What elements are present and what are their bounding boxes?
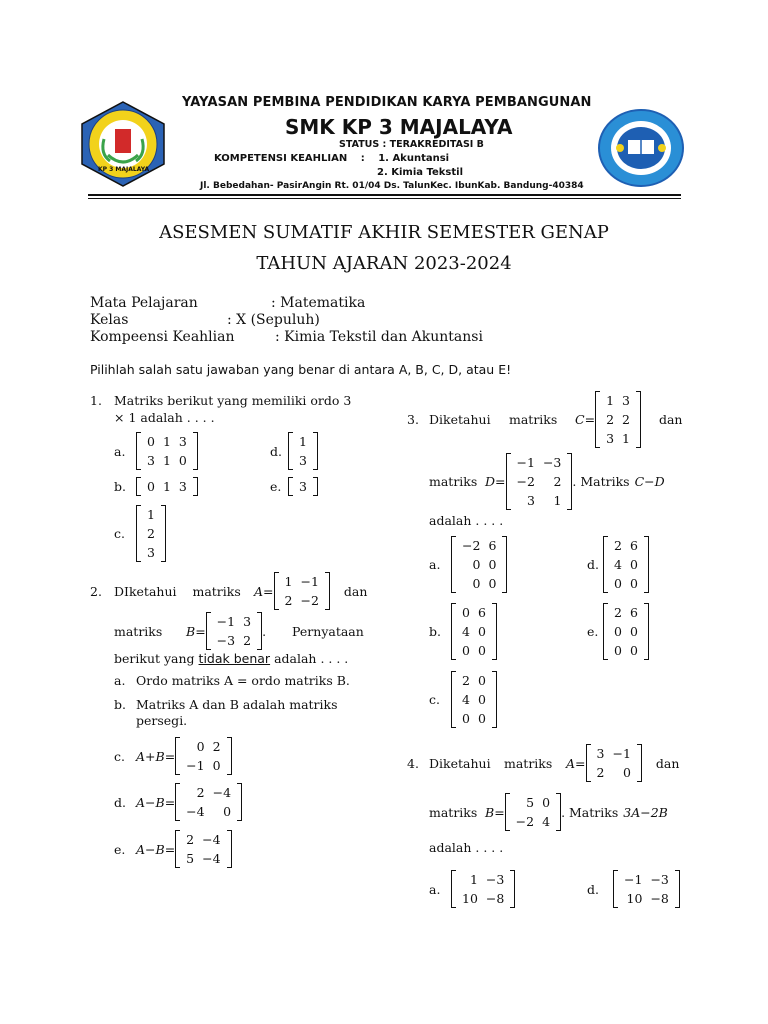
matrix-cell: −4: [186, 804, 205, 819]
matrix-cell: 1: [553, 493, 562, 508]
matrix-bracket-right: [325, 572, 330, 610]
q1-option-e[interactable]: e. 3: [270, 477, 318, 496]
matrix-cell: 0: [629, 576, 638, 591]
matrix-cell: 0: [462, 605, 470, 620]
class-value: : X (Sepuluh): [227, 312, 320, 328]
competency-value-info: : Kimia Tekstil dan Akuntansi: [275, 329, 483, 345]
matrix-cell: 3: [178, 479, 187, 494]
matrix-bracket-right: [492, 603, 497, 660]
matrix-bracket-right: [637, 744, 642, 782]
matrix-body: [281, 572, 323, 610]
matrix-cell: −3: [650, 872, 669, 887]
q4-stem-line1: 4. Diketahui matriks A = 3 −1 2 0 dan: [407, 746, 680, 780]
matrix-bracket-right: [193, 477, 198, 496]
header-divider-thin: [88, 198, 681, 199]
matrix-cell: 5: [526, 795, 535, 810]
school-address: Jl. Bebedahan- PasirAngin Rt. 01/04 Ds. TalunKec. IbunKab. Bandung-40384: [200, 181, 584, 191]
matrix-bracket-right: [636, 391, 641, 448]
matrix-cell: 1: [284, 574, 293, 589]
q3-stem-line3: adalah . . . .: [429, 513, 504, 528]
q2-matrix-A: [274, 572, 330, 610]
matrix-cell: 0: [542, 795, 551, 810]
matrix-cell: −1: [624, 872, 643, 887]
q2-matrix-c: [175, 737, 231, 775]
matrix-cell: 2: [614, 538, 622, 553]
matrix-cell: 5: [186, 851, 195, 866]
matrix-cell: 0: [472, 557, 481, 572]
matrix-body: [512, 793, 554, 831]
matrix-cell: 3: [596, 746, 605, 761]
competency-row-1: KOMPETENSI KEAHLIAN : 1. Akuntansi: [214, 153, 450, 164]
matrix-bracket-left: [175, 830, 180, 868]
matrix-cell: −2: [462, 538, 481, 553]
q2-stem-line3: berikut yang tidak benar adalah . . . .: [114, 651, 349, 666]
q1-option-b[interactable]: b. 0 1 3: [114, 477, 198, 496]
matrix-cell: 6: [629, 538, 638, 553]
matrix-body: [620, 870, 673, 908]
matrix-bracket-left: [595, 391, 600, 448]
competency-2: 2. Kimia Tekstil: [377, 167, 464, 178]
q1-matrix-d: [288, 432, 318, 470]
matrix-cell: 2: [614, 605, 622, 620]
matrix-bracket-left: [613, 870, 618, 908]
matrix-cell: 2: [284, 593, 293, 608]
matrix-bracket-left: [206, 612, 211, 650]
matrix-bracket-left: [288, 432, 293, 470]
matrix-cell: 0: [462, 643, 470, 658]
matrix-bracket-left: [451, 603, 456, 660]
matrix-cell: 3: [147, 545, 155, 560]
matrix-bracket-left: [274, 572, 279, 610]
matrix-bracket-left: [506, 453, 511, 510]
matrix-cell: −4: [202, 851, 221, 866]
matrix-cell: −4: [202, 832, 221, 847]
matrix-bracket-right: [502, 536, 507, 593]
matrix-cell: 0: [614, 624, 622, 639]
matrix-cell: −2: [300, 593, 319, 608]
competency-label: KOMPETENSI KEAHLIAN: [214, 153, 348, 164]
matrix-cell: 6: [488, 538, 497, 553]
matrix-bracket-left: [136, 477, 141, 496]
matrix-bracket-right: [313, 432, 318, 470]
matrix-bracket-left: [603, 536, 608, 593]
matrix-bracket-left: [451, 870, 456, 908]
matrix-body: [602, 391, 634, 448]
matrix-cell: 0: [614, 576, 622, 591]
q3-option-a[interactable]: a. −2 6 0 0 0 0: [429, 536, 507, 593]
q4-matrix-d: [613, 870, 680, 908]
academic-year: TAHUN AJARAN 2023-2024: [256, 253, 512, 274]
matrix-bracket-left: [288, 477, 293, 496]
header-divider: [88, 194, 681, 196]
matrix-body: [182, 783, 235, 821]
matrix-bracket-right: [227, 737, 232, 775]
q4-matrix-A: [586, 744, 642, 782]
matrix-body: [513, 453, 566, 510]
subject-label: Mata Pelajaran: [90, 295, 198, 311]
matrix-body: [295, 432, 311, 470]
q1-text-line2: × 1 adalah . . . .: [114, 410, 215, 425]
matrix-body: [182, 830, 224, 868]
school-logo-left: [78, 99, 168, 189]
q1-matrix-a: [136, 432, 198, 470]
matrix-cell: 2: [186, 832, 195, 847]
q2-matrix-e: [175, 830, 231, 868]
matrix-cell: 0: [622, 765, 631, 780]
subject-value: : Matematika: [271, 295, 366, 311]
q2-option-b-line2: persegi.: [136, 713, 188, 728]
q1-matrix-c: [136, 505, 166, 562]
matrix-body: [458, 671, 490, 728]
matrix-cell: 4: [462, 692, 470, 707]
q1-number: 1.: [90, 393, 102, 408]
matrix-cell: 0: [477, 643, 486, 658]
matrix-cell: 0: [477, 692, 486, 707]
matrix-cell: 0: [178, 453, 187, 468]
matrix-bracket-left: [136, 432, 141, 470]
matrix-cell: 1: [622, 431, 630, 446]
q2-option-b[interactable]: b. Matriks A dan B adalah matriks: [114, 697, 338, 712]
q3-option-e[interactable]: e. 2 6 0 0 0 0: [587, 603, 649, 660]
matrix-cell: 1: [162, 453, 171, 468]
school-logo-right: [598, 108, 684, 188]
accreditation-status: STATUS : TERAKREDITASI B: [339, 139, 484, 150]
matrix-bracket-left: [175, 783, 180, 821]
matrix-cell: 3: [243, 614, 252, 629]
q2-matrix-d: [175, 783, 242, 821]
q3-option-c[interactable]: c. 2 0 4 0 0 0: [429, 671, 497, 728]
matrix-bracket-left: [505, 793, 510, 831]
q2-stem-line2: matriks B = −1 3 −3 2 . Pernyataan: [114, 614, 364, 648]
matrix-cell: −3: [485, 872, 505, 887]
q2-option-d[interactable]: d. A−B = 2 −4 −4 0: [114, 783, 242, 821]
instruction: Pilihlah salah satu jawaban yang benar di antara A, B, C, D, atau E!: [90, 362, 512, 377]
matrix-cell: 3: [299, 453, 307, 468]
matrix-body: [143, 477, 191, 496]
matrix-body: [593, 744, 635, 782]
matrix-bracket-right: [644, 603, 649, 660]
matrix-bracket-right: [644, 536, 649, 593]
matrix-bracket-left: [451, 671, 456, 728]
matrix-cell: 0: [223, 804, 232, 819]
q1-option-d[interactable]: d. 1 3: [270, 432, 318, 470]
school-name: SMK KP 3 MAJALAYA: [285, 115, 513, 139]
matrix-cell: 2: [622, 412, 630, 427]
q3-matrix-e: [603, 603, 649, 660]
matrix-cell: 0: [629, 557, 638, 572]
matrix-cell: 6: [629, 605, 638, 620]
matrix-bracket-left: [451, 536, 456, 593]
q2-matrix-B: [206, 612, 262, 650]
q3-stem-line1: 3. Diketahui matriks C = 1 3 2 2 3 1 dan: [407, 393, 683, 446]
q3-option-b[interactable]: b. 0 6 4 0 0 0: [429, 603, 497, 660]
matrix-body: [458, 603, 490, 660]
matrix-cell: −1: [612, 746, 631, 761]
matrix-cell: −4: [212, 785, 232, 800]
q3-option-d[interactable]: d. 2 6 4 0 0 0: [587, 536, 649, 593]
q2-option-e[interactable]: e. A−B = 2 −4 5 −4: [114, 830, 232, 868]
matrix-cell: 6: [477, 605, 486, 620]
matrix-cell: −1: [516, 455, 535, 470]
q1-option-c[interactable]: c. 1 2 3: [114, 505, 166, 562]
matrix-cell: 2: [606, 412, 615, 427]
matrix-body: [182, 737, 224, 775]
matrix-cell: 2: [212, 739, 221, 754]
matrix-body: [458, 870, 508, 908]
matrix-cell: 10: [462, 891, 478, 906]
matrix-bracket-right: [193, 432, 198, 470]
matrix-bracket-right: [161, 505, 166, 562]
competency-1: 1. Akuntansi: [378, 153, 450, 164]
matrix-cell: −8: [650, 891, 669, 906]
matrix-body: [213, 612, 255, 650]
q1-option-a[interactable]: a. 0 1 3 3 1 0: [114, 432, 198, 470]
matrix-cell: 1: [162, 479, 171, 494]
q4-matrix-B: [505, 793, 561, 831]
matrix-body: [610, 536, 642, 593]
matrix-cell: −8: [485, 891, 505, 906]
matrix-cell: −1: [216, 614, 236, 629]
matrix-cell: 0: [488, 557, 497, 572]
matrix-bracket-right: [227, 830, 232, 868]
q1-text-line1: Matriks berikut yang memiliki ordo 3: [114, 393, 352, 408]
matrix-cell: 0: [147, 434, 155, 449]
matrix-cell: 3: [606, 431, 615, 446]
matrix-cell: 4: [462, 624, 470, 639]
q2-option-a[interactable]: a. Ordo matriks A = ordo matriks B.: [114, 673, 350, 688]
matrix-cell: 3: [299, 479, 307, 494]
matrix-cell: 3: [147, 453, 155, 468]
matrix-cell: 0: [477, 711, 486, 726]
q4-stem-line2: matriks B = 5 0 −2 4 . Matriks 3A−2B: [429, 795, 668, 829]
q1-matrix-b: [136, 477, 198, 496]
matrix-cell: 0: [472, 576, 481, 591]
matrix-cell: 0: [488, 576, 497, 591]
matrix-cell: 0: [477, 624, 486, 639]
q2-stem-line1: 2. DIketahui matriks A = 1 −1 2 −2 dan: [90, 574, 368, 608]
q2-option-c[interactable]: c. A+B = 0 2 −1 0: [114, 737, 232, 775]
matrix-cell: −1: [300, 574, 319, 589]
matrix-body: [143, 505, 159, 562]
matrix-cell: 2: [147, 526, 155, 541]
matrix-body: [295, 477, 311, 496]
matrix-cell: −2: [516, 474, 535, 489]
matrix-bracket-left: [586, 744, 591, 782]
q3-stem-line2: matriks D = −1 −3 −2 2 3 1 . Matriks C−D: [429, 455, 665, 508]
q3-matrix-a: [451, 536, 507, 593]
matrix-cell: 2: [553, 474, 562, 489]
matrix-cell: 0: [147, 479, 155, 494]
matrix-cell: 2: [196, 785, 205, 800]
matrix-cell: 3: [527, 493, 535, 508]
q3-matrix-c: [451, 671, 497, 728]
matrix-bracket-left: [136, 505, 141, 562]
matrix-cell: 10: [626, 891, 643, 906]
matrix-cell: 0: [477, 673, 486, 688]
q4-stem-line3: adalah . . . .: [429, 840, 504, 855]
q3-matrix-d: [603, 536, 649, 593]
matrix-body: [458, 536, 500, 593]
q3-matrix-D: [506, 453, 573, 510]
exam-title: ASESMEN SUMATIF AKHIR SEMESTER GENAP: [159, 222, 609, 243]
q4-option-d[interactable]: d. −1 −3 10 −8: [587, 870, 680, 908]
matrix-cell: 1: [606, 393, 615, 408]
matrix-cell: 0: [212, 758, 221, 773]
matrix-bracket-right: [237, 783, 242, 821]
q1-matrix-e: [288, 477, 318, 496]
q4-option-a[interactable]: a. 1 −3 10 −8: [429, 870, 515, 908]
matrix-cell: 0: [196, 739, 205, 754]
matrix-cell: −1: [186, 758, 205, 773]
matrix-cell: 4: [542, 814, 551, 829]
matrix-bracket-left: [603, 603, 608, 660]
matrix-cell: 0: [462, 711, 470, 726]
matrix-cell: 1: [469, 872, 478, 887]
matrix-cell: 3: [622, 393, 630, 408]
matrix-cell: 0: [614, 643, 622, 658]
q4-matrix-a: [451, 870, 515, 908]
matrix-body: [610, 603, 642, 660]
matrix-cell: 1: [147, 507, 155, 522]
matrix-cell: 0: [629, 643, 638, 658]
matrix-cell: −2: [515, 814, 535, 829]
q3-matrix-b: [451, 603, 497, 660]
matrix-bracket-right: [510, 870, 515, 908]
matrix-cell: −3: [542, 455, 562, 470]
matrix-body: [143, 432, 191, 470]
logo-left-lettering: KP 3 MAJALAYA: [98, 166, 150, 173]
matrix-bracket-left: [175, 737, 180, 775]
matrix-cell: 0: [629, 624, 638, 639]
matrix-cell: 2: [243, 633, 252, 648]
matrix-cell: −3: [216, 633, 236, 648]
matrix-bracket-right: [492, 671, 497, 728]
matrix-cell: 4: [614, 557, 622, 572]
matrix-bracket-right: [675, 870, 680, 908]
matrix-cell: 2: [462, 673, 470, 688]
matrix-cell: 1: [162, 434, 171, 449]
matrix-cell: 2: [596, 765, 605, 780]
matrix-cell: 1: [299, 434, 307, 449]
foundation-name: YAYASAN PEMBINA PENDIDIKAN KARYA PEMBANGUNAN: [182, 95, 592, 110]
class-label: Kelas: [90, 312, 129, 328]
q3-matrix-C: [595, 391, 641, 448]
matrix-bracket-right: [313, 477, 318, 496]
competency-label-info: Kompeensi Keahlian: [90, 329, 235, 345]
matrix-cell: 3: [178, 434, 187, 449]
